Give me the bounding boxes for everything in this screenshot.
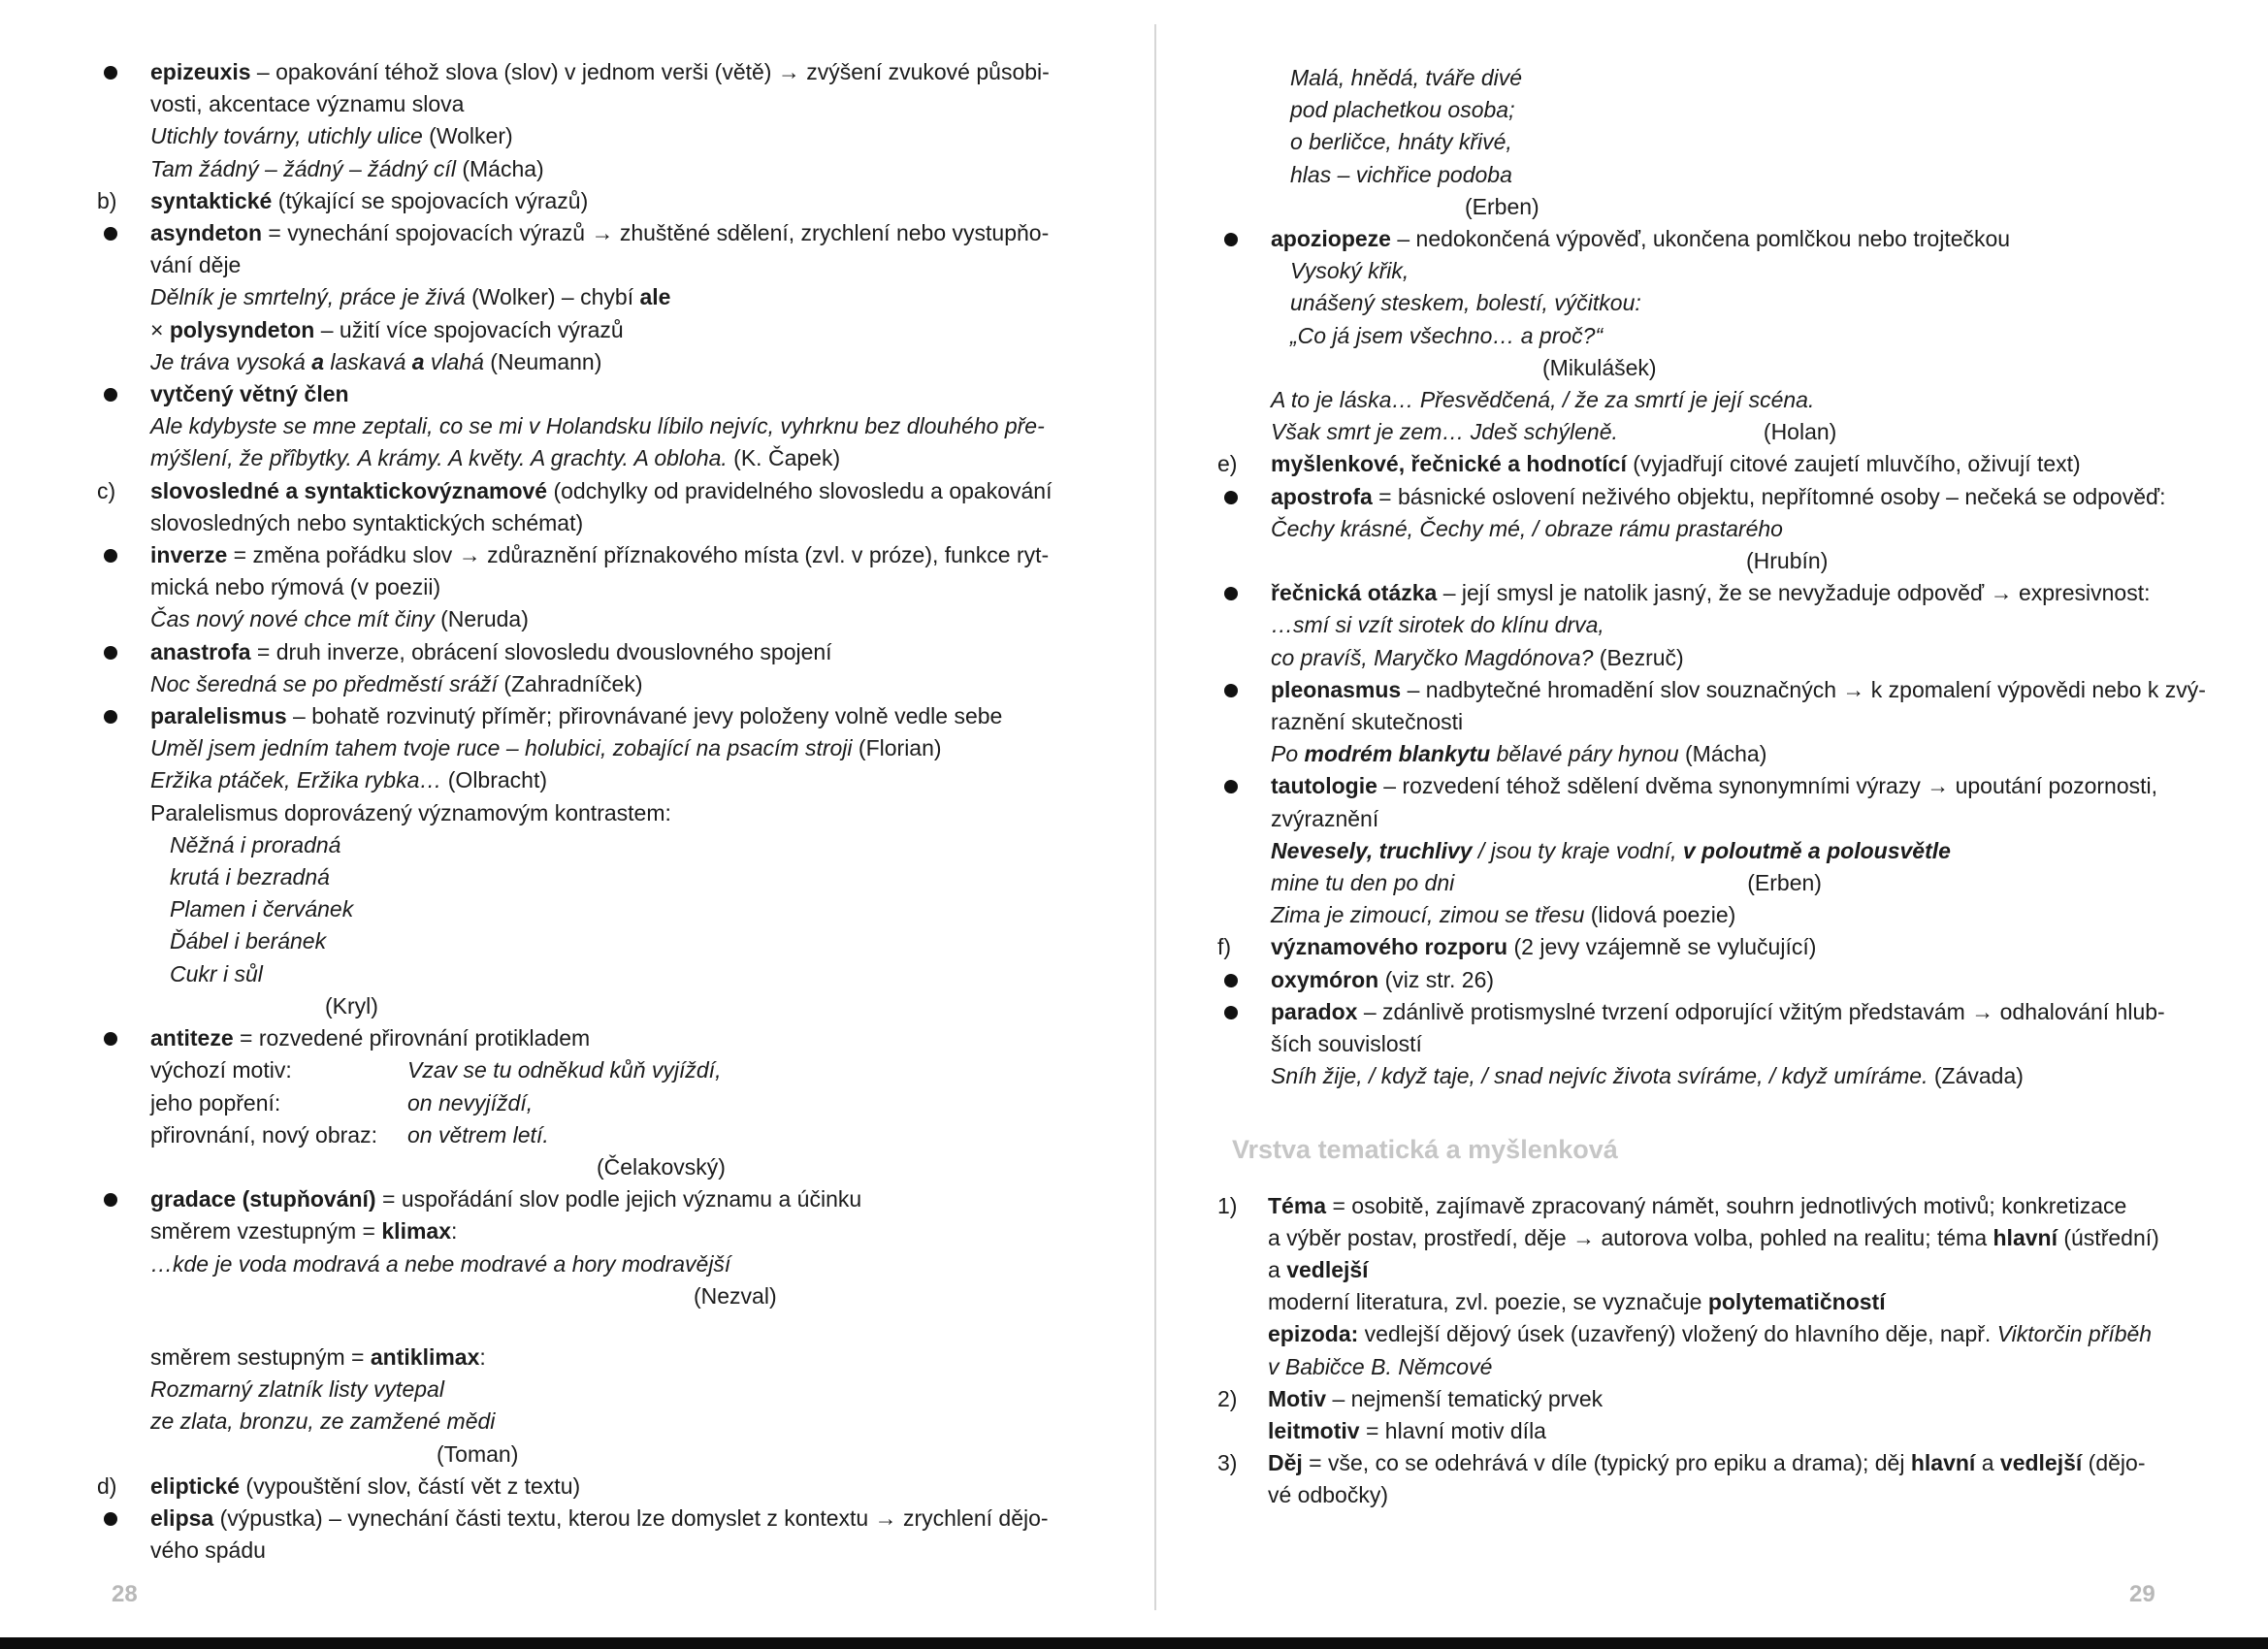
subsection-b: b) syntaktické (týkající se spojovacích výrazů) — [97, 185, 1106, 217]
list-item-epizeuxis: epizeuxis – opakování téhož slova (slov) v jednom verši (větě) → zvýšení zvukové působi- — [97, 56, 1106, 88]
bullet-icon — [1224, 587, 1238, 600]
scan-edge — [0, 1637, 2268, 1649]
list-item-tautologie: tautologie – rozvedení téhož sdělení dvěma synonymními výrazy → upoutání pozornosti, — [1217, 770, 2231, 802]
page-gutter — [1154, 24, 1156, 1610]
bullet-icon — [1224, 491, 1238, 504]
list-item-recnicka-otazka: řečnická otázka – její smysl je natolik jasný, že se nevyžaduje odpověď → expresivnost: — [1217, 577, 2231, 609]
list-letter: b) — [97, 187, 117, 213]
bullet-icon — [104, 388, 117, 402]
list-number: 3) — [1217, 1450, 1238, 1476]
citation: (Holan) — [1763, 419, 1837, 445]
bullet-icon — [104, 1193, 117, 1207]
poem-line: hlas – vichřice podoba — [1290, 161, 1512, 187]
list-letter: d) — [97, 1472, 117, 1499]
bullet-icon — [104, 1512, 117, 1526]
bullet-icon — [104, 646, 117, 660]
bullet-icon — [1224, 974, 1238, 987]
polysyndeton: × polysyndeton – užití více spojovacích výrazů — [150, 316, 624, 342]
list-item-paradox: paradox – zdánlivě protismyslné tvrzení odporující vžitým představám → odhalování hlub- — [1217, 996, 2231, 1028]
citation: (Mikulášek) — [1542, 354, 1657, 380]
list-item-apostrofa: apostrofa = básnické oslovení neživého objektu, nepřítomné osoby – nečeká se odpověď: — [1217, 481, 2231, 513]
numbered-item-dej: 3) Děj = vše, co se odehrává v díle (typický pro epiku a drama); děj hlavní a vedlejší (dějo- — [1217, 1447, 2231, 1479]
section-heading: Vrstva tematická a myšlenková — [1232, 1134, 1618, 1164]
subsection-c: c) slovosledné a syntaktickovýznamové (odchylky od pravidelného slovosledu a opakování — [97, 475, 1106, 507]
page-number: 29 — [2129, 1581, 2155, 1607]
list-item-inverze: inverze = změna pořádku slov → zdůraznění příznakového místa (zvl. v próze), funkce ryt- — [97, 539, 1106, 571]
subsection-e: e) myšlenkové, řečnické a hodnotící (vyjadřují citové zaujetí mluvčího, oživují text) — [1217, 448, 2231, 480]
citation: (Erben) — [1747, 870, 1822, 896]
poem-line: krutá i bezradná — [170, 864, 330, 890]
list-number: 1) — [1217, 1192, 1238, 1218]
bullet-icon — [104, 66, 117, 80]
list-number: 2) — [1217, 1385, 1238, 1411]
poem-line: o berličce, hnáty křivé, — [1290, 129, 1512, 155]
list-item-vytceny-vetny-clen: vytčený větný člen — [97, 378, 1106, 410]
citation: (Kryl) — [325, 992, 378, 1018]
poem-line: Cukr i sůl — [170, 960, 263, 986]
citation: (Erben) — [1465, 193, 1539, 219]
list-letter: e) — [1217, 451, 1238, 477]
poem-line: Něžná i proradná — [170, 831, 341, 857]
citation: (Toman) — [437, 1440, 519, 1467]
poem-line: Plamen i červánek — [170, 896, 354, 922]
term-epizeuxis: epizeuxis — [150, 59, 251, 84]
right-page — [1159, 0, 2268, 1639]
poem-line: Malá, hnědá, tváře divé — [1290, 65, 1523, 90]
numbered-item-tema: 1) Téma = osobitě, zajímavě zpracovaný námět, souhrn jednotlivých motivů; konkretizace — [1217, 1190, 2231, 1222]
list-item-antiteze: antiteze = rozvedené přirovnání protikladem — [97, 1022, 1106, 1054]
bullet-icon — [104, 710, 117, 724]
bullet-icon — [1224, 233, 1238, 246]
bullet-icon — [1224, 684, 1238, 697]
citation: (Hrubín) — [1746, 548, 1829, 574]
list-item-paralelismus: paralelismus – bohatě rozvinutý příměr; přirovnávané jevy položeny volně vedle sebe — [97, 700, 1106, 732]
bullet-icon — [1224, 780, 1238, 793]
right-column: Malá, hnědá, tváře divé pod plachetkou osoba; o berličce, hnáty křivé, hlas – vichřice podoba (Erben) apoziopeze – nedokončená výpověď, ukončena pomlčkou nebo trojtečkou Vysoký křik, unášený steskem, bolestí, výčitkou: „Co já jsem všechno… a proč?“ (Mikulášek) A to je láska… Přesvědčená, / že za smrtí je její scéna. Však smrt je zem… Jdeš schýleně. (Holan) e) myšlenkové, řečnické a hodnotící (vyjadřují citové zaujetí mluvčího, oživují text) apostrofa = básnické oslovení neživého objektu, nepřítomné osoby – nečeká se odpověď: Čechy krásné, Čechy mé, / obraze rámu prastarého (Hrubín) řečnická otázka – její smysl je natolik jasný, že se nevyžaduje odpověď → expresivnost: …smí si vzít sirotek do klínu drva, co pravíš, Maryčko Magdónova? (Bezruč) pleonasmus – nadbytečné hromadění slov souznačných → k zpomalení výpovědi nebo k zvý- raznění skutečnosti Po modrém blankytu bělavé páry hynou (Mácha) tautologie – rozvedení téhož sdělení dvěma synonymními výrazy → upoutání pozornosti, zvýraznění Nevesely, truchlivy / jsou ty kraje vodní, v poloutmě a polousvětle mine tu den po dni (Erben) Zima je zimoucí, zimou se třesu (lidová poezie) f) významového rozporu (2 jevy vzájemně se vylučující) oxymóron (viz str. 26) paradox – zdánlivě protismyslné tvrzení odporující vžitým představám → odhalování hlub- ších souvislostí Sníh žije, / když taje, / snad nejvíc života svíráme, / když umíráme. (Závada) Vrstva tematická a myšlenková 1) Téma = osobitě, zajímavě zpracovaný námět, souhrn jednotlivých motivů; konkretizace a výběr postav, prostředí, děje → autorova volba, pohled na realitu; téma hlavní (ústřední) a vedlejší moderní literatura, zvl. poezie, se vyznačuje polytematičností epizoda: vedlejší dějový úsek (uzavřený) vložený do hlavního děje, např. Viktorčin příběh v Babičce B. Němcové 2) Motiv – nejmenší tematický prvek leitmotiv = hlavní motiv díla 3) Děj = vše, co se odehrává v díle (typický pro epiku a drama); děj hlavní a vedlejší (dějo- vé odbočky) — [1217, 62, 2231, 1512]
bullet-icon — [104, 549, 117, 563]
list-item-pleonasmus: pleonasmus – nadbytečné hromadění slov souznačných → k zpomalení výpovědi nebo k zvý- — [1217, 674, 2231, 706]
bullet-icon — [104, 227, 117, 241]
example-text: Utichly továrny, utichly ulice — [150, 123, 423, 149]
poem-line: Ďábel i beránek — [170, 928, 327, 954]
subsection-f: f) významového rozporu (2 jevy vzájemně se vylučující) — [1217, 931, 2231, 963]
subsection-d: d) eliptické (vypouštění slov, částí vět z textu) — [97, 1471, 1106, 1503]
bullet-icon — [104, 1032, 117, 1046]
list-letter: f) — [1217, 934, 1232, 960]
list-item-asyndeton: asyndeton = vynechání spojovacích výrazů → zhuštěné sdělení, zrychlení nebo vystupňo- — [97, 217, 1106, 249]
list-item-elipsa: elipsa (výpustka) – vynechání části textu, kterou lze domyslet z kontextu → zrychlení dějo- — [97, 1503, 1106, 1535]
citation: (Čelakovský) — [597, 1153, 726, 1180]
poem-line: pod plachetkou osoba; — [1290, 97, 1515, 123]
list-item-oxymoron: oxymóron (viz str. 26) — [1217, 964, 2231, 996]
example-text: Tam žádný – žádný – žádný cíl — [150, 155, 456, 181]
left-column: epizeuxis – opakování téhož slova (slov) v jednom verši (větě) → zvýšení zvukové působi- vosti, akcentace významu slova Utichly továrny, utichly ulice (Wolker) Tam žádný – žádný – žádný cíl (Mácha) b) syntaktické (týkající se spojovacích výrazů) asyndeton = vynechání spojovacích výrazů → zhuštěné sdělení, zrychlení nebo vystupňo- vání děje Dělník je smrtelný, práce je živá (Wolker) – chybí ale × polysyndeton – užití více spojovacích výrazů Je tráva vysoká a laskavá a vlahá (Neumann) vytčený větný člen Ale kdybyste se mne zeptali, co se mi v Holandsku líbilo nejvíc, vyhrknu bez dlouhého pře- mýšlení, že přîbytky. A krámy. A květy. A grachty. A obloha. (K. Čapek) c) slovosledné a syntaktickovýznamové (odchylky od pravidelného slovosledu a opakování slovosledných nebo syntaktických schémat) inverze = změna pořádku slov → zdůraznění příznakového místa (zvl. v próze), funkce ryt- mická nebo rýmová (v poezii) Čas nový nové chce mít činy (Neruda) anastrofa = druh inverze, obrácení slovosledu dvouslovného spojení Noc šeredná se po předměstí sráží (Zahradníček) paralelismus – bohatě rozvinutý příměr; přirovnávané jevy položeny volně vedle sebe Uměl jsem jedním tahem tvoje ruce – holubici, zobající na psacím stroji (Florian) Eržika ptáček, Eržika rybka… (Olbracht) Paralelismus doprovázený významovým kontrastem: Něžná i proradná krutá i bezradná Plamen i červánek Ďábel i beránek Cukr i sůl (Kryl) antiteze = rozvedené přirovnání protikladem výchozí motiv: Vzav se tu odněkud kůň vyjíždí, jeho popření: on nevyjíždí, přirovnání, nový obraz: on větrem letí. (Čelakovský) gradace (stupňování) = uspořádání slov podle jejich významu a účinku směrem vzestupným = klimax: …kde je voda modravá a nebe modravé a hory modravější (Nezval) směrem sestupným = antiklimax: Rozmarný zlatník listy vytepal ze zlata, bronzu, ze zamžené mědi (Toman) d) eliptické (vypouštění slov, částí vět z textu) elipsa (výpustka) – vynechání části textu, kterou lze domyslet z kontextu → zrychlení dějo- vého spádu — [97, 56, 1106, 1567]
numbered-item-motiv: 2) Motiv – nejmenší tematický prvek — [1217, 1383, 2231, 1415]
list-letter: c) — [97, 477, 116, 503]
list-item-anastrofa: anastrofa = druh inverze, obrácení slovosledu dvouslovného spojení — [97, 636, 1106, 668]
list-item-apoziopeze: apoziopeze – nedokončená výpověď, ukončena pomlčkou nebo trojtečkou — [1217, 223, 2231, 255]
page-number: 28 — [112, 1581, 138, 1607]
list-item-gradace: gradace (stupňování) = uspořádání slov podle jejich významu a účinku — [97, 1183, 1106, 1215]
bullet-icon — [1224, 1006, 1238, 1019]
citation: (Nezval) — [694, 1282, 777, 1309]
